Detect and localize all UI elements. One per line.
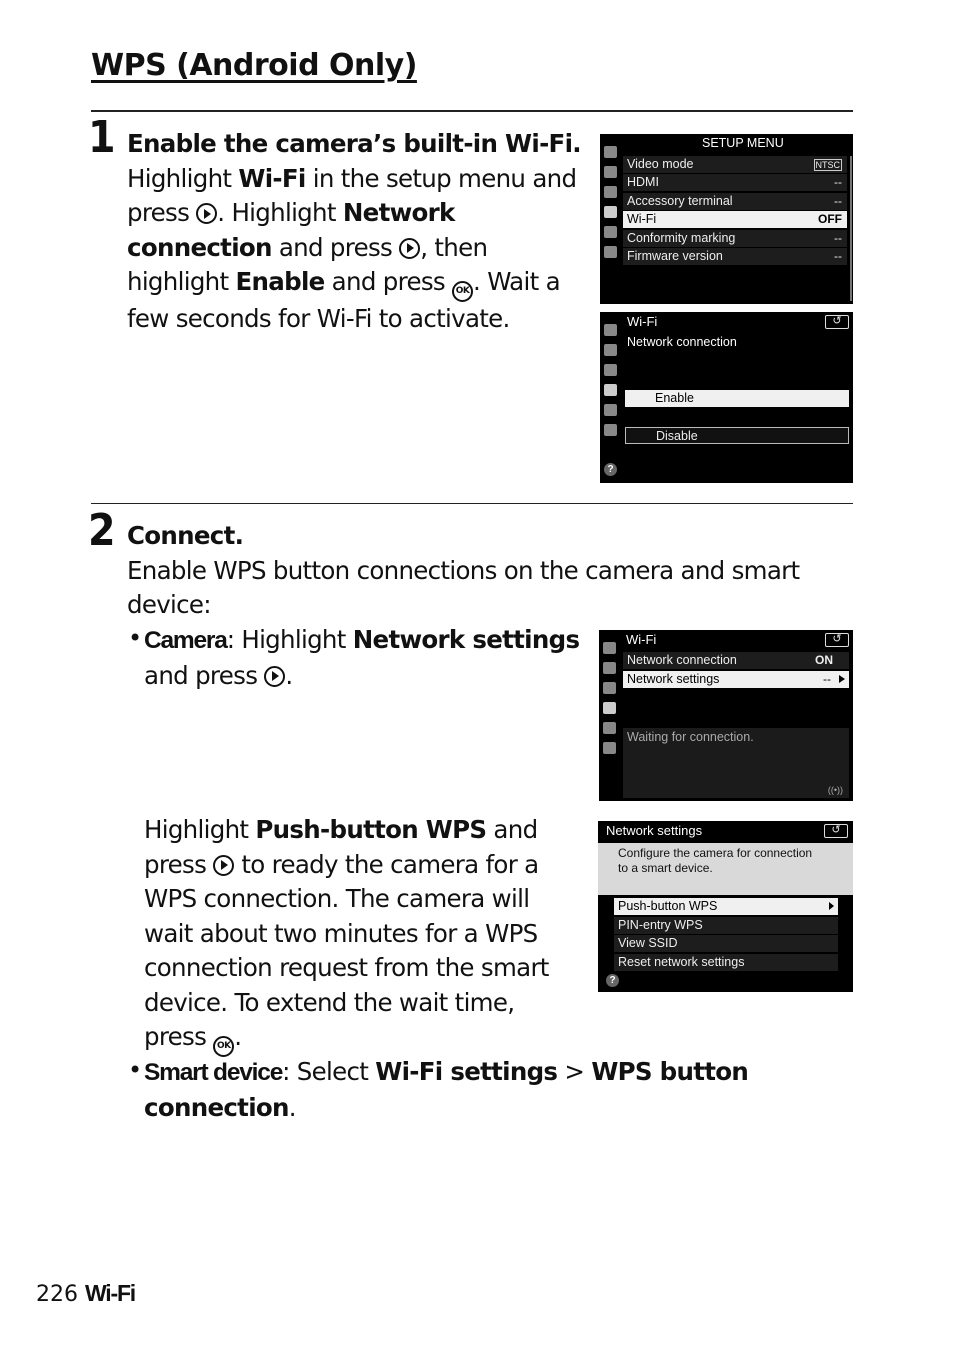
row-label: Push-button WPS: [618, 899, 718, 913]
pencil-icon: [603, 682, 616, 694]
menu-row: [623, 211, 847, 228]
row-label: Wi-Fi: [627, 212, 657, 227]
screen-header: SETUP MENU: [702, 136, 784, 150]
term: Wi-Fi settings: [375, 1057, 558, 1086]
text: and press: [144, 815, 538, 879]
multi-selector-right-icon: [213, 855, 234, 876]
arrow-right-icon: [839, 675, 845, 683]
help-icon: ?: [604, 463, 617, 476]
row-label: Conformity marking: [627, 230, 736, 245]
pencil-icon: [604, 186, 617, 198]
submenu-title: Network connection: [627, 335, 737, 349]
info-line: Configure the camera for connection: [618, 846, 813, 860]
info-panel: [598, 843, 853, 895]
camera-screen-network-connection: [600, 312, 853, 483]
text: .: [285, 660, 293, 690]
camera-screen-network-settings: [598, 821, 853, 992]
section-name: Wi-Fi: [85, 1280, 135, 1306]
row-network-connection: [623, 652, 849, 669]
step1-text: [127, 127, 587, 337]
term: Network connection: [127, 198, 455, 262]
step2-intro: [127, 519, 847, 623]
text: >: [557, 1057, 592, 1086]
text: . Highlight: [217, 198, 343, 227]
term: Wi-Fi: [238, 163, 306, 193]
row-label: Reset network settings: [618, 955, 745, 970]
playback-icon: [604, 324, 617, 336]
multi-selector-right-icon: [264, 666, 285, 687]
option-enable: Enable: [625, 390, 849, 407]
smart-device-label: Smart device: [144, 1059, 283, 1086]
menu-row: [623, 156, 847, 173]
row-network-settings: [623, 671, 849, 688]
row-label: Firmware version: [627, 249, 723, 263]
text: , then highlight: [127, 232, 488, 296]
row-label: HDMI: [627, 175, 659, 190]
text: to ready the camera for a WPS connection. The camera will wait about two minutes for a WPS connection request from the smart device. To extend the wait time, press: [144, 849, 549, 1051]
multi-selector-right-icon: [196, 203, 217, 224]
status-panel: [623, 728, 849, 798]
step-number: 2: [88, 505, 114, 556]
signal-icon: ((•)): [827, 785, 843, 795]
text: Enable WPS button connections on the camera and smart device:: [127, 555, 800, 619]
row-value: --: [823, 672, 831, 686]
retouch-icon: [603, 722, 616, 734]
wrench-icon: [604, 384, 617, 396]
wrench-icon: [603, 702, 616, 714]
row-label: Video mode: [627, 157, 694, 171]
step1-heading: Enable the camera’s built-in Wi-Fi.: [127, 129, 581, 158]
row-value: --: [834, 230, 842, 245]
text: : Highlight: [226, 625, 353, 654]
row-value: --: [834, 175, 842, 190]
menu-row: [623, 230, 847, 247]
divider: [91, 110, 853, 112]
multi-selector-right-icon: [399, 238, 420, 259]
retouch-icon: [604, 404, 617, 416]
back-icon: ↺: [824, 824, 848, 838]
term: WPS button connection: [144, 1057, 749, 1122]
text: and press: [324, 267, 453, 296]
menu-row: [614, 898, 838, 915]
camera-icon: [604, 166, 617, 178]
row-label: Accessory terminal: [627, 193, 733, 208]
page-title: WPS (Android Only): [91, 48, 417, 83]
option-disable: Disable: [625, 427, 849, 444]
menu-row: [623, 193, 847, 210]
ok-button-icon: OK: [213, 1036, 234, 1057]
text: and press: [144, 660, 265, 690]
row-label: PIN-entry WPS: [618, 917, 703, 932]
screen-header: Network settings: [606, 823, 703, 838]
back-icon: ↺: [825, 315, 849, 329]
row-label: View SSID: [618, 936, 678, 951]
ok-button-icon: OK: [452, 281, 473, 302]
text: .: [288, 1092, 296, 1122]
camera-instruction: [144, 623, 584, 693]
wps-instruction: [144, 813, 574, 1057]
divider: [91, 503, 853, 504]
pencil-icon: [604, 364, 617, 376]
term: Push-button WPS: [255, 815, 487, 844]
camera-icon: [604, 344, 617, 356]
arrow-right-icon: [829, 902, 834, 910]
text: : Select: [282, 1057, 376, 1086]
menu-row: [614, 935, 838, 952]
row-value: --: [834, 249, 842, 263]
help-icon: ?: [606, 974, 619, 987]
menu-row: [614, 954, 838, 971]
my-menu-icon: [604, 246, 617, 258]
menu-row: [623, 248, 847, 265]
menu-row: [623, 174, 847, 191]
page-footer: [36, 1280, 135, 1307]
term: Enable: [235, 267, 325, 296]
text: Highlight: [144, 815, 256, 844]
my-menu-icon: [603, 742, 616, 754]
text: .: [234, 1022, 242, 1051]
bullet: •: [128, 624, 143, 652]
screen-header: Wi-Fi: [626, 632, 657, 647]
row-value: --: [834, 193, 842, 208]
status-text: Waiting for connection.: [627, 730, 754, 744]
term: Network settings: [352, 625, 580, 654]
row-label: Network settings: [627, 672, 720, 686]
playback-icon: [603, 642, 616, 654]
camera-label: Camera: [144, 627, 227, 654]
step2-heading: Connect.: [127, 521, 244, 550]
bullet: •: [128, 1056, 143, 1084]
my-menu-icon: [604, 424, 617, 436]
playback-icon: [604, 146, 617, 158]
text: and press: [271, 232, 400, 262]
retouch-icon: [604, 226, 617, 238]
row-value: NTSC: [815, 160, 840, 170]
scrollbar: [850, 156, 852, 301]
back-icon: ↺: [825, 633, 849, 647]
row-label: Network connection: [627, 653, 737, 667]
text: . Wait a few seconds for Wi-Fi to activate.: [127, 267, 560, 333]
info-line: to a smart device.: [618, 861, 713, 875]
wrench-icon: [604, 206, 617, 218]
camera-screen-wifi: [599, 630, 853, 801]
smart-device-instruction: [144, 1055, 844, 1125]
menu-row: [614, 917, 838, 934]
text: Highlight: [127, 163, 239, 193]
camera-screen-setup-menu: [600, 134, 853, 304]
camera-icon: [603, 662, 616, 674]
screen-header: Wi-Fi: [627, 314, 658, 329]
row-value: OFF: [818, 212, 842, 227]
text: in the setup menu and press: [127, 163, 577, 227]
page-number: 226: [36, 1282, 78, 1307]
step-number: 1: [88, 112, 114, 163]
row-value: ON: [815, 653, 833, 667]
